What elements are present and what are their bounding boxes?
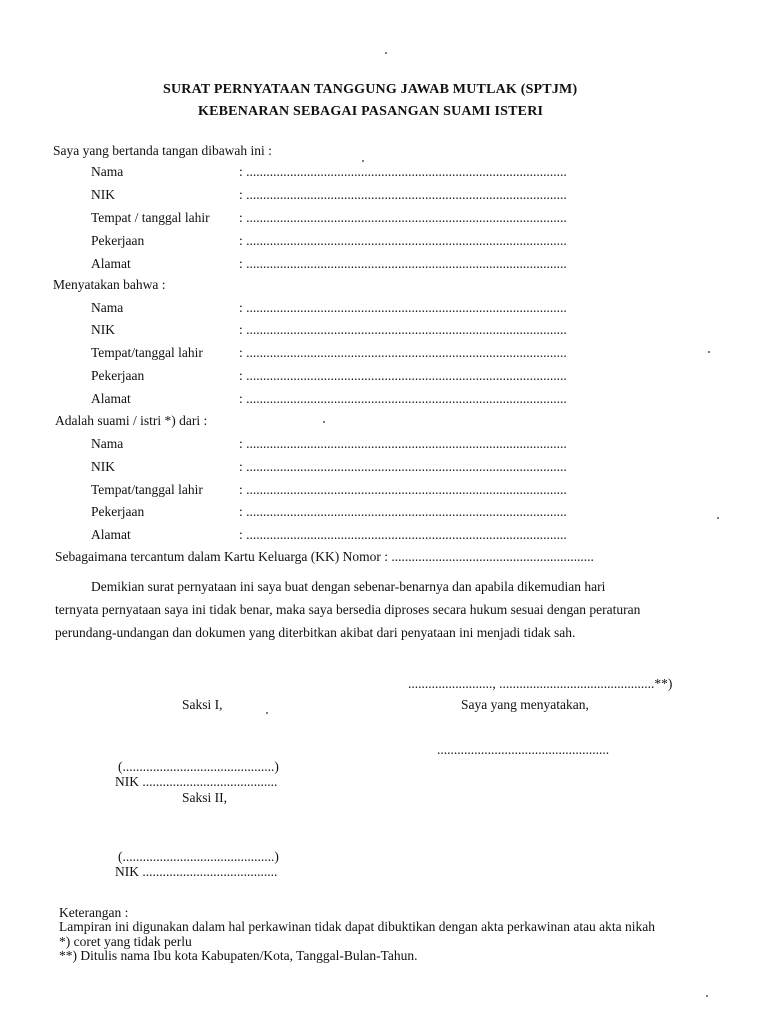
s3-nik-label: NIK (91, 459, 115, 474)
s3-nik-field: : ............................................................................................... (239, 459, 567, 474)
s3-ttl-label: Tempat/tanggal lahir (91, 482, 203, 497)
statement-line-3: perundang-undangan dan dokumen yang diterbitkan akibat dari penyataan ini menjadi tidak sah. (55, 625, 576, 640)
notes-line-1: Lampiran ini digunakan dalam hal perkawinan tidak dapat dibuktikan dengan akta perkawinan atau akta nikah (59, 919, 656, 934)
scan-speck (266, 712, 268, 714)
place-date-line: ........................., ..............................................**) (408, 676, 673, 691)
s3-pekerjaan-field: : ............................................................................................... (239, 504, 567, 519)
s1-nik-field: : ............................................................................................... (239, 187, 567, 202)
s1-alamat-label: Alamat (91, 256, 131, 271)
s1-pekerjaan-label: Pekerjaan (91, 233, 145, 248)
s1-nama-field: : ............................................................................................... (239, 164, 567, 179)
s3-alamat-field: : ............................................................................................... (239, 527, 567, 542)
declarant-signature-line: ................................................... (437, 742, 610, 757)
s1-pekerjaan-field: : ............................................................................................... (239, 233, 567, 248)
saksi-2-name-field: (.............................................) (118, 849, 279, 864)
scan-speck (706, 995, 708, 997)
s2-ttl-field: : ............................................................................................... (239, 345, 567, 360)
s1-ttl-field: : ............................................................................................... (239, 210, 567, 225)
title-line-2: KEBENARAN SEBAGAI PASANGAN SUAMI ISTERI (198, 104, 544, 119)
intro-text: Saya yang bertanda tangan dibawah ini : (53, 143, 272, 158)
notes-heading: Keterangan : (59, 905, 129, 920)
s2-nama-label: Nama (91, 300, 124, 315)
scan-speck (717, 517, 719, 519)
scan-speck (385, 52, 387, 54)
scan-speck (362, 160, 364, 162)
saksi-2-label: Saksi II, (182, 790, 227, 805)
s1-alamat-field: : ............................................................................................... (239, 256, 567, 271)
statement-line-1: Demikian surat pernyataan ini saya buat dengan sebenar-benarnya dan apabila dikemudian hari (91, 579, 606, 594)
s2-nik-field: : ............................................................................................... (239, 322, 567, 337)
title-line-1: SURAT PERNYATAAN TANGGUNG JAWAB MUTLAK (SPTJM) (163, 82, 578, 97)
kk-number-line: Sebagaimana tercantum dalam Kartu Keluarga (KK) Nomor : ............................................................ (55, 549, 594, 564)
notes-line-2: *) coret yang tidak perlu (59, 934, 192, 949)
notes-line-3: **) Ditulis nama Ibu kota Kabupaten/Kota, Tanggal-Bulan-Tahun. (59, 948, 418, 963)
saksi-2-nik-field: NIK ........................................ (115, 864, 278, 879)
saksi-1-nik-field: NIK ........................................ (115, 774, 278, 789)
saksi-1-name-field: (.............................................) (118, 759, 279, 774)
scan-speck (323, 421, 325, 423)
statement-line-2: ternyata pernyataan saya ini tidak benar, maka saya bersedia diproses secara hukum sesuai dengan peraturan (55, 602, 641, 617)
s1-nama-label: Nama (91, 164, 124, 179)
s2-nik-label: NIK (91, 322, 115, 337)
s3-nama-label: Nama (91, 436, 124, 451)
s1-nik-label: NIK (91, 187, 115, 202)
s2-nama-field: : ............................................................................................... (239, 300, 567, 315)
scan-speck (708, 351, 710, 353)
s3-ttl-field: : ............................................................................................... (239, 482, 567, 497)
s2-pekerjaan-label: Pekerjaan (91, 368, 145, 383)
s2-alamat-field: : ............................................................................................... (239, 391, 567, 406)
s3-alamat-label: Alamat (91, 527, 131, 542)
s3-pekerjaan-label: Pekerjaan (91, 504, 145, 519)
declarant-label: Saya yang menyatakan, (461, 697, 589, 712)
s2-pekerjaan-field: : ............................................................................................... (239, 368, 567, 383)
s2-ttl-label: Tempat/tanggal lahir (91, 345, 203, 360)
section2-heading: Menyatakan bahwa : (53, 277, 166, 292)
saksi-1-label: Saksi I, (182, 697, 223, 712)
s3-nama-field: : ............................................................................................... (239, 436, 567, 451)
s2-alamat-label: Alamat (91, 391, 131, 406)
s1-ttl-label: Tempat / tanggal lahir (91, 210, 210, 225)
section3-heading: Adalah suami / istri *) dari : (55, 413, 208, 428)
